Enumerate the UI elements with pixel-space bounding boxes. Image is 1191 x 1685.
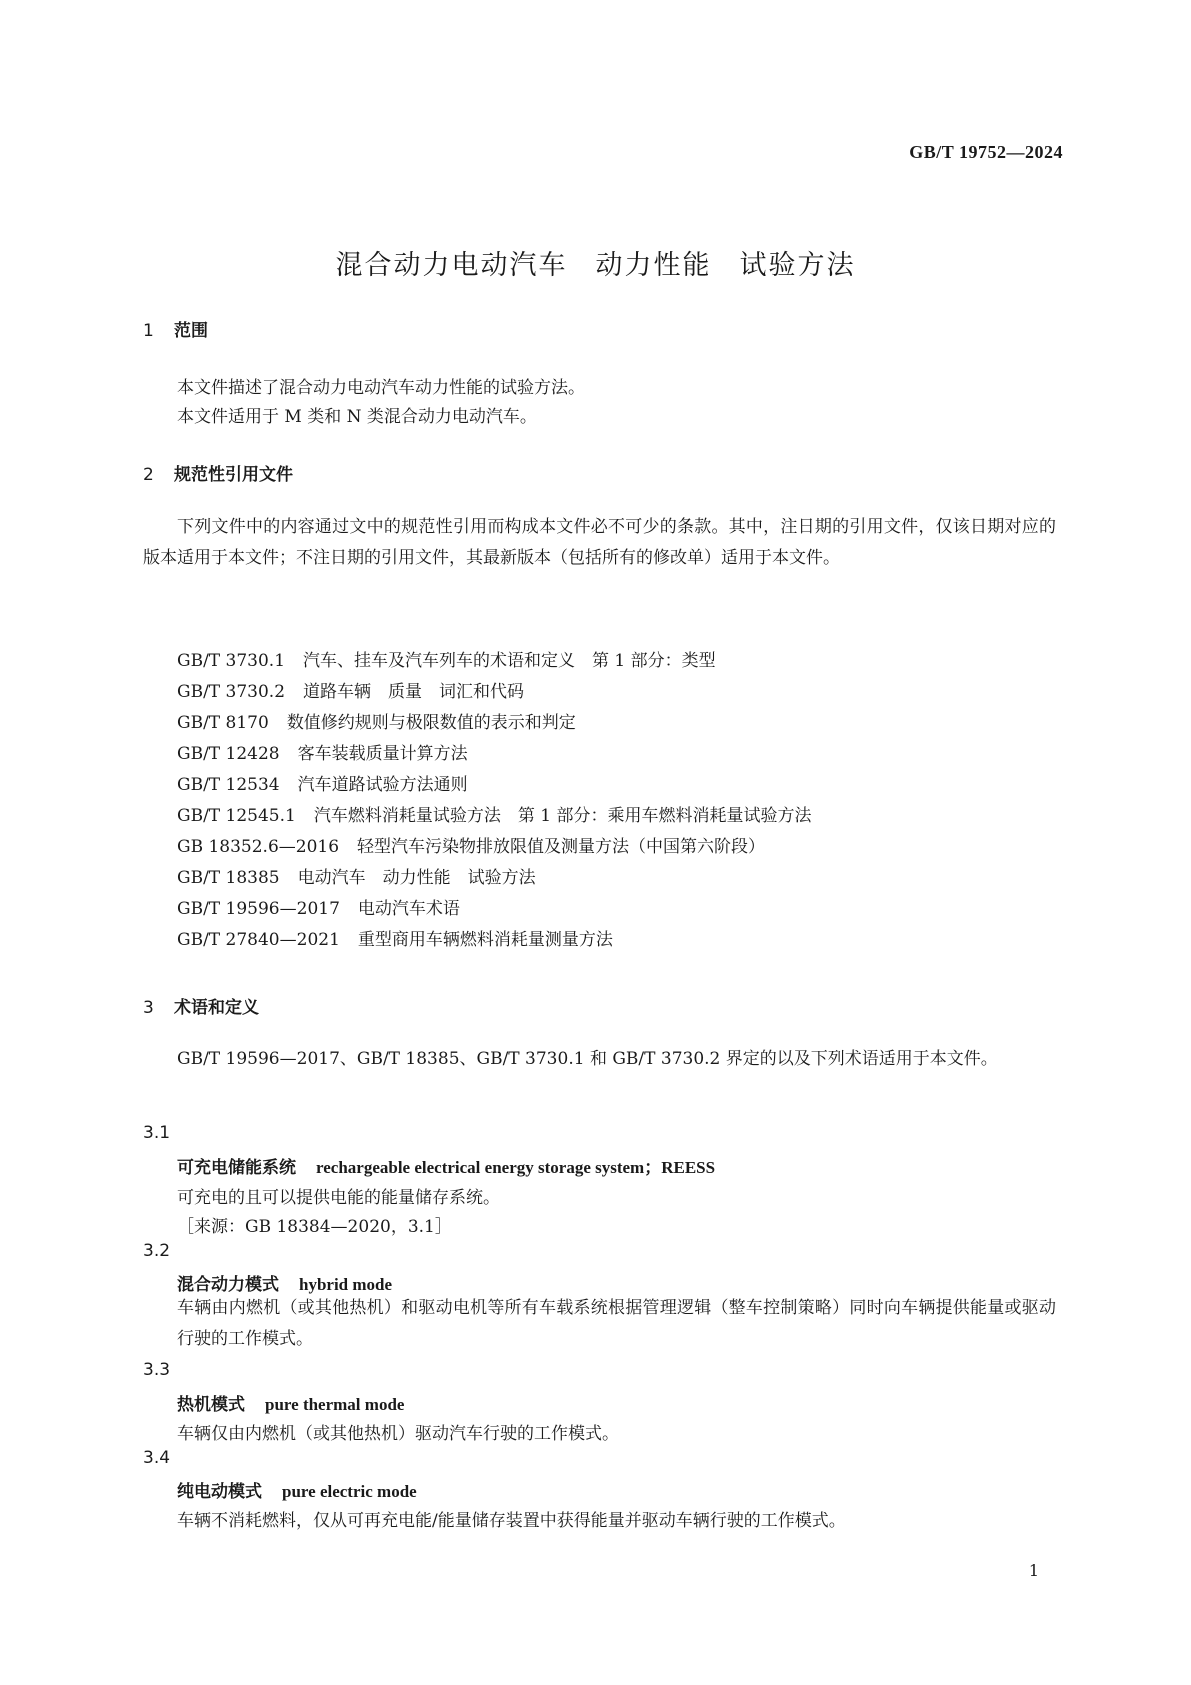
title-part-1: 混合动力电动汽车 (335, 250, 568, 281)
reference-title: 电动汽车术语 (357, 899, 460, 919)
reference-title: 汽车、挂车及汽车列车的术语和定义 第 1 部分：类型 (303, 651, 716, 671)
reference-item (177, 739, 811, 770)
scope-line-1: 本文件描述了混合动力电动汽车动力性能的试验方法。 (177, 378, 585, 398)
section-1-heading (143, 316, 208, 341)
reference-title: 轻型汽车污染物排放限值及测量方法（中国第六阶段） (357, 837, 766, 857)
reference-code: GB/T 3730.1 (177, 651, 286, 671)
term-en: pure thermal mode (265, 1395, 405, 1414)
reference-code: GB/T 3730.2 (177, 682, 286, 702)
term-en: pure electric mode (282, 1482, 417, 1501)
term-zh: 可充电储能系统 (177, 1158, 296, 1178)
section-title: 范围 (174, 321, 208, 341)
reference-item (177, 677, 811, 708)
reference-code: GB/T 12545.1 (177, 806, 296, 826)
reference-item (177, 801, 811, 832)
reference-title: 汽车道路试验方法通则 (297, 775, 468, 795)
scope-line-2: 本文件适用于 M 类和 N 类混合动力电动汽车。 (177, 407, 537, 427)
term-number: 3.4 (143, 1448, 171, 1468)
reference-code: GB/T 19596—2017 (177, 899, 340, 919)
term-heading (177, 1153, 715, 1178)
reference-item (177, 894, 811, 925)
section-2-heading (143, 460, 293, 485)
term-source: ［来源：GB 18384—2020，3.1］ (177, 1217, 452, 1237)
reference-title: 客车装载质量计算方法 (297, 744, 468, 764)
title-part-2: 动力性能 (595, 250, 712, 281)
reference-title: 电动汽车 动力性能 试验方法 (297, 868, 536, 888)
reference-list (177, 646, 811, 956)
term-definition (143, 1293, 1056, 1355)
term-definition: 可充电的且可以提供电能的能量储存系统。 (177, 1188, 500, 1208)
term-heading (177, 1390, 404, 1415)
reference-title: 重型商用车辆燃料消耗量测量方法 (357, 930, 613, 950)
term-definition: 车辆不消耗燃料，仅从可再充电能/能量储存装置中获得能量并驱动车辆行驶的工作模式。 (177, 1511, 846, 1531)
page-number: 1 (1028, 1561, 1039, 1580)
term-en: hybrid mode (299, 1275, 393, 1294)
term-zh: 纯电动模式 (177, 1482, 262, 1502)
reference-code: GB/T 8170 (177, 713, 269, 733)
term-number: 3.1 (143, 1123, 171, 1143)
term-heading (177, 1270, 392, 1295)
term-number: 3.3 (143, 1360, 171, 1380)
reference-item (177, 646, 811, 677)
section-3-heading (143, 993, 259, 1018)
standard-code: GB/T 19752—2024 (909, 142, 1063, 162)
term-number: 3.2 (143, 1241, 171, 1261)
reference-title: 数值修约规则与极限数值的表示和判定 (286, 713, 576, 733)
reference-title: 道路车辆 质量 词汇和代码 (303, 682, 525, 702)
section-title: 规范性引用文件 (174, 465, 293, 485)
reference-item (177, 832, 811, 863)
term-definition: 车辆仅由内燃机（或其他热机）驱动汽车行驶的工作模式。 (177, 1424, 619, 1444)
terms-intro: GB/T 19596—2017、GB/T 18385、GB/T 3730.1 和 GB/T 3730.2 界定的以及下列术语适用于本文件。 (177, 1049, 998, 1069)
section-title: 术语和定义 (174, 998, 259, 1018)
reference-item (177, 708, 811, 739)
reference-code: GB/T 18385 (177, 868, 280, 888)
term-heading (177, 1477, 417, 1502)
title-part-3: 试验方法 (739, 250, 856, 281)
section-number: 2 (143, 465, 154, 485)
section-number: 1 (143, 321, 154, 341)
term-zh: 混合动力模式 (177, 1275, 279, 1295)
term-zh: 热机模式 (177, 1395, 245, 1415)
references-intro: 下列文件中的内容通过文中的规范性引用而构成本文件必不可少的条款。其中，注日期的引用文件，仅该日期对应的版本适用于本文件；不注日期的引用文件，其最新版本（包括所有的修改单）适用于本文件。 (143, 517, 1056, 568)
section-number: 3 (143, 998, 154, 1018)
reference-item (177, 925, 811, 956)
reference-code: GB/T 12428 (177, 744, 280, 764)
document-title (0, 243, 1191, 282)
term-definition-text: 车辆由内燃机（或其他热机）和驱动电机等所有车载系统根据管理逻辑（整车控制策略）同时向车辆提供能量或驱动行驶的工作模式。 (177, 1298, 1056, 1349)
reference-code: GB/T 12534 (177, 775, 280, 795)
reference-title: 汽车燃料消耗量试验方法 第 1 部分：乘用车燃料消耗量试验方法 (313, 806, 812, 826)
reference-code: GB 18352.6—2016 (177, 837, 340, 857)
reference-code: GB/T 27840—2021 (177, 930, 340, 950)
reference-item (177, 770, 811, 801)
reference-item (177, 863, 811, 894)
term-en: rechargeable electrical energy storage system；REESS (316, 1158, 716, 1177)
